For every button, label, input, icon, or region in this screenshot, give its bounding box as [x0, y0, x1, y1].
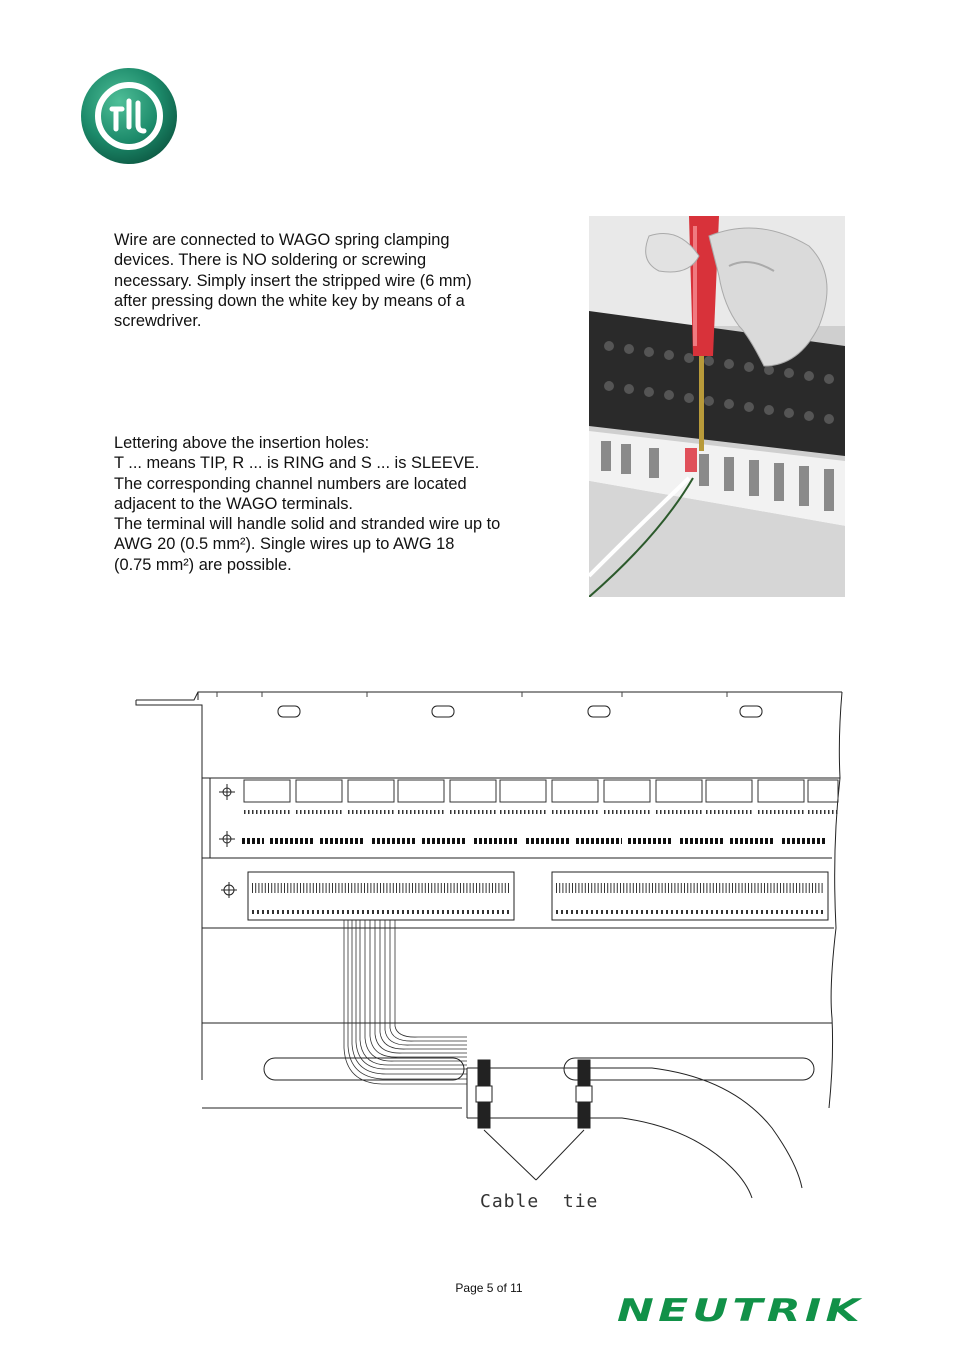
text-line: devices. There is NO soldering or screwing — [114, 251, 427, 270]
text-line: Lettering above the insertion holes: — [114, 434, 370, 452]
text-line: The corresponding channel numbers are located — [114, 474, 467, 493]
text-line: after pressing down the white key by means of a — [114, 291, 465, 310]
text-line: adjacent to the WAGO terminals. — [114, 494, 353, 513]
page-number: Page 5 of 11 — [455, 1281, 523, 1295]
text-line: T ... means TIP, R ... is RING and S ... is SLEEVE. — [114, 454, 480, 473]
text-line: screwdriver. — [114, 312, 202, 331]
text-line: Wire are connected to WAGO spring clamping — [114, 231, 450, 249]
cable-tie-label: Cable tie — [480, 1191, 599, 1212]
wago-terminal-photo — [589, 216, 845, 597]
patch-panel-diagram — [132, 688, 847, 1218]
company-logo — [80, 67, 178, 165]
text-line: (0.75 mm²) are possible. — [114, 555, 292, 574]
lettering-description — [114, 433, 500, 575]
text-line: AWG 20 (0.5 mm²). Single wires up to AWG 18 — [114, 535, 455, 554]
brand-logo-text: NEUTRIK — [617, 1293, 864, 1329]
text-line: The terminal will handle solid and stranded wire up to — [114, 515, 501, 534]
wiring-instructions — [114, 230, 472, 331]
text-line: necessary. Simply insert the stripped wire (6 mm) — [114, 271, 472, 290]
